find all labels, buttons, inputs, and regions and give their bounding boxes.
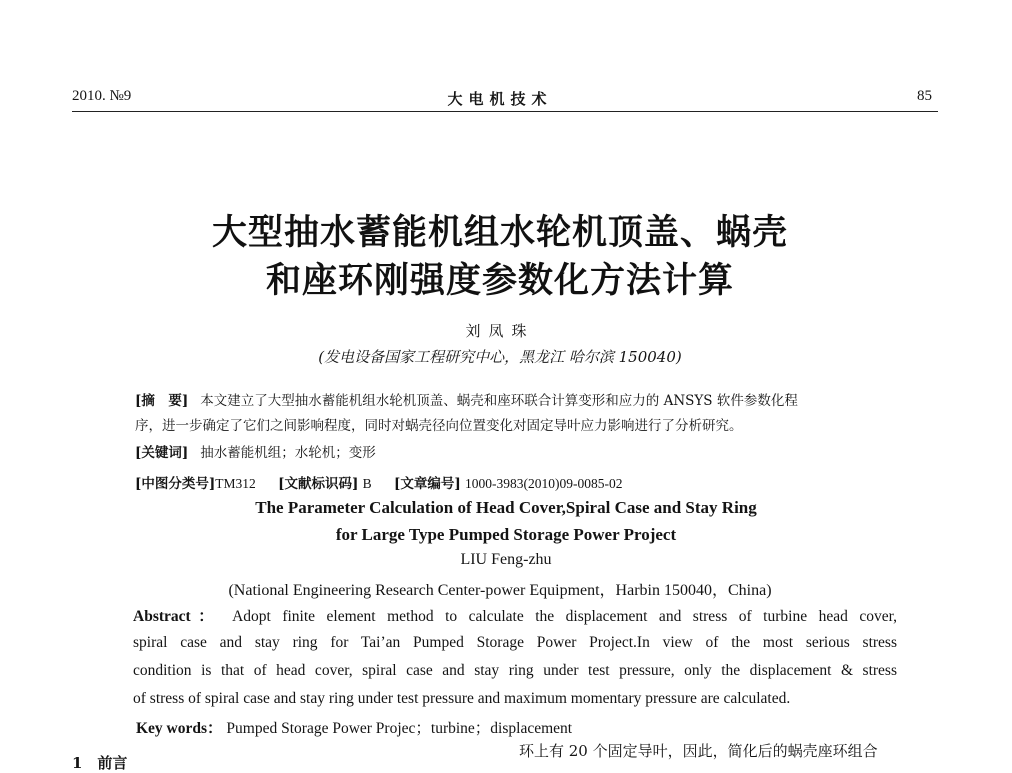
- doc-code-label: [文献标识码]: [278, 476, 359, 492]
- issue-number: 2010. №9: [72, 88, 132, 104]
- classification-line: [135, 472, 641, 492]
- keywords-en-label: Key words：: [136, 720, 223, 737]
- section-heading-partial: 1 前言: [72, 754, 128, 772]
- header-rule: [72, 111, 938, 112]
- author-en: LIU Feng-zhu: [460, 551, 552, 568]
- abstract-en-line2: spiral case and stay ring for Tai’an Pumped Storage Power Project.In view of the most serious stress: [133, 634, 897, 651]
- abstract-en-label: Abstract：: [133, 608, 222, 625]
- abstract-en-line1: [133, 604, 897, 626]
- keywords-cn: [135, 441, 376, 461]
- article-number-value: 1000-3983(2010)09-0085-02: [465, 476, 623, 491]
- journal-name: 大电机技术: [447, 90, 553, 108]
- abstract-en-line3: condition is that of head cover, spiral case and stay ring under test pressure, only the displacement & stress: [133, 662, 897, 679]
- abstract-cn-text1: 本文建立了大型抽水蓄能机组水轮机顶盖、蜗壳和座环联合计算变形和应力的 ANSYS 软件参数化程: [200, 393, 798, 409]
- keywords-cn-text: 抽水蓄能机组；水轮机；变形: [200, 445, 376, 461]
- affiliation-cn: (发电设备国家工程研究中心，黑龙江 哈尔滨 150040): [318, 348, 682, 366]
- author-cn: 刘凤珠: [465, 322, 535, 340]
- abstract-en-line4: of stress of spiral case and stay ring under test pressure and maximum momentary pressure are calculated.: [133, 690, 791, 707]
- body-text-line: 环上有 20 个固定导叶，因此，简化后的蜗壳座环组合: [519, 742, 878, 760]
- title-en-line1: The Parameter Calculation of Head Cover,Spiral Case and Stay Ring: [255, 498, 757, 517]
- article-number-label: [文章编号]: [393, 476, 461, 492]
- abstract-cn-label: [摘 要]: [135, 393, 189, 409]
- abstract-cn-line2: 序，进一步确定了它们之间影响程度，同时对蜗壳径向位置变化对固定导叶应力影响进行了分析研究。: [135, 418, 743, 434]
- doc-code-value: B: [362, 476, 372, 491]
- keywords-en-text: Pumped Storage Power Projec；turbine；displacement: [226, 720, 573, 737]
- page-number: 85: [917, 88, 932, 104]
- title-en-line2: for Large Type Pumped Storage Power Project: [335, 525, 677, 544]
- abstract-en-text1: Adopt finite element method to calculate the displacement and stress of turbine head cover,: [232, 608, 898, 625]
- clc-value: TM312: [215, 476, 256, 491]
- keywords-cn-label: [关键词]: [135, 445, 189, 461]
- title-cn-line1: 大型抽水蓄能机组水轮机顶盖、蜗壳: [211, 213, 788, 253]
- abstract-cn-line1: [135, 389, 798, 409]
- clc-label: [中图分类号]: [135, 476, 216, 492]
- keywords-en: [136, 716, 572, 738]
- title-cn-line2: 和座环刚强度参数化方法计算: [265, 261, 734, 301]
- affiliation-en: (National Engineering Research Center-power Equipment，Harbin 150040，China): [228, 582, 772, 599]
